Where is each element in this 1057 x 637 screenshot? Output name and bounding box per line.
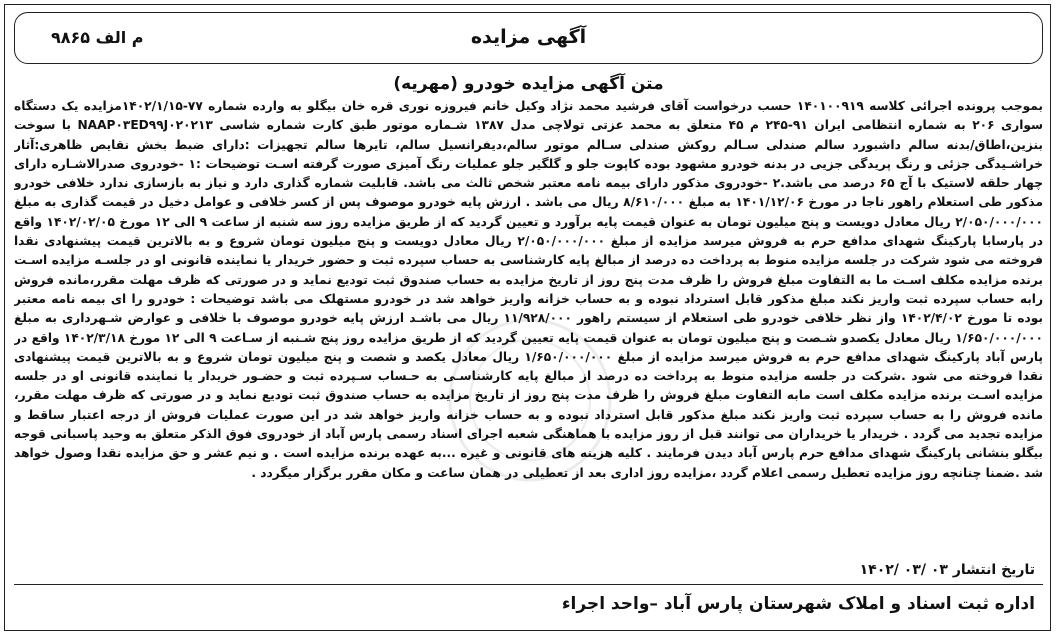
notice-body-paragraph: بموجب پرونده اجرائی کلاسه ۱۴۰۱۰۰۹۱۹ حسب درخواست آقای فرشید محمد نژاد وکیل خانم فیروزه نوری قره خان بیگلو به وارده شماره ۷۷-۱۴۰۲/۱/۱۵مزایده یک دستگاه سواری ۲۰۶ به شماره انتظامی ایران ۹۱-۲۴۵ م ۴۵ متعلق به محمد عزتی تولاچی مدل ۱۳۸۷ شـماره موتور طبق کارت شماره شاسی NAAP۰۳ED۹۹J۰۲۰۲۱۳ با سوخت بنزین،اطاق/بدنه سالم داشبورد سالم صندلی سـالم روکش صندلی سـالم موتور سالم،دیفرانسیل سالم، تایرها سالم تجهیزات :دارای ضبط بخش نقایص ظاهری:آثار خراشـیدگی جزئی و رنگ پریدگی جزیی در بدنه خودرو مشهود بوده کاپوت جلو و گلگیر جلو عملیات رنگ آمیزی صورت گرفته اسـت توضیحات :۱ -خودروی صدرالاشـاره دارای چهار حلقه لاستیک با آج ۶۵ درصد می باشد.۲ -خودروی مذکور دارای بیمه نامه معتبر شخص ثالث می باشد. قابلیت شماره گذاری دارد و نیاز به بازسازی ندارد خلافی خودرو مذکور طی استعلام راهور ناجا در مورخ ۱۴۰۱/۱۲/۰۶ به مبلغ ۸/۶۱۰/۰۰۰ ریال می باشد . ارزش پایه خودرو موصوف پس از کسر خلافی و عوامل دخیل در قیمت گذاری به مبلغ ۲/۰۵۰/۰۰۰/۰۰۰ ریال معادل دویست و پنج میلیون تومان به عنوان قیمت پایه برآورد و تعیین گردید که از طریق مزایده روز سه شنبه از ساعت ۹ الی ۱۲ مورخ ۱۴۰۲/۰۲/۰۵ واقع در پارسابا پارکینگ شهدای مدافع حرم به فروش میرسد مزایده از مبلغ ۲/۰۵۰/۰۰۰/۰۰۰ ریال معادل دویست و پنج میلیون تومان شروع و به بالاترین قیمت پیشنهادی نقدا فروخته می شود شرکت در جلسه مزایده منوط به پرداخت ده درصد از مبالغ پایه کارشناسی به حساب سپرده ثبت و حضور خریدار یا نماینده قانونی او در جلسـه مزایده اسـت برنده مزایده مکلف اسـت ما به التفاوت مبلغ فروش را ظرف مدت پنج روز از تاریخ مزایده به حساب صندوق ثبت تودیع نماید و در صورتی که ظرف مهلت مقرر،مانده فروش رابه حساب سپرده ثبت واریز نکند مبلغ مذکور قابل استرداد نبوده و به حساب خزانه واریز خواهد شد در خودرو مستهلک می باشد توضیحات : خودرو را ای بیمه نامه معتبر بوده تا مورخ ۱۴۰۲/۴/۰۲ واز نظر خلافی خودرو طی استعلام از سیستم راهور ۱۱/۹۲۸/۰۰۰ ریال می باشـد ارزش پایه خودرو موصوف با خلافی و عوارض شـهرداری به مبلغ ۱/۶۵۰/۰۰۰/۰۰۰ ریال معادل یکصدو شـصت و پنج میلیون تومان به عنوان قیمت پایه تعیین گردید که از طریق مزایده روز پنج شـنبه از سـاعت ۹ الی ۱۲ مورخ ۱۴۰۲/۳/۱۸ واقع در پارس آباد پارکینگ شهدای مدافع حرم به فروش میرسد مزایده از مبلغ ۱/۶۵۰/۰۰۰/۰۰۰ ریال معادل یکصد و شصت و پنج میلیون تومان شروع و به بالاترین قیمت پیشنهادی نقدا فروخته می شود .شرکت در جلسه مزایده منوط به پرداخت ده درصد از مبالغ پایه کارشناسـی به حـساب سـپرده ثبت و حضـور خریدار یا نماینده قانونی او در جلسه مزایده اسـت برنده مزایده مکلف است مابه التفاوت مبلغ فروش را ظرف مدت پنج روز از تاریخ مزایده به حساب صندوق ثبت تودیع نماید و در صورتی که ظرف مهلت مقرر، مانده فروش را به حساب سپرده ثبت واریز نکند مبلغ مذکور قابل استرداد نبوده و به حساب خزانه واریز خواهد شد در این صورت عملیات فروش از درجه اعتبار ساقط و مزایده تجدید می گردد . خریدار یا خریداران می توانند قبل از روز مزایده با هماهنگی شعبه اجرای اسناد رسمی پارس آباد از خودروی فوق الذکر متعلق به وحید پاسبانی قوجه بیگلو بنشانی پارکینگ شهدای مدافع حرم پارس آباد دیدن فرمایند . کلیه هزینه های قانونی و غیره ...به عهده برنده مزایده است . و نیم عشر و حق مزایده نقدا وصول خواهد شد .ضمنا چنانچه روز مزایده تعطیل رسمی اعلام گردد ،مزایده روز اداری بعد از تعطیلی در همان ساعت و مکان مقرر برگزار میگردد . <box>14 99 1043 480</box>
notice-body <box>14 97 1043 557</box>
issuing-office: اداره ثبت اسناد و املاک شهرستان پارس آباد –واحد اجراء <box>561 594 1035 614</box>
notice-title: آگهی مزایده <box>470 26 587 48</box>
notice-code: م الف ۹۸۶۵ <box>51 28 144 47</box>
notice-subtitle: متن آگهی مزایده خودرو (مهریه) <box>393 74 664 94</box>
notice-header <box>14 12 1043 64</box>
publish-date: تاریخ انتشار ۰۳ /۰۳ /۱۴۰۲ <box>859 562 1035 578</box>
footer-divider <box>14 584 1043 585</box>
